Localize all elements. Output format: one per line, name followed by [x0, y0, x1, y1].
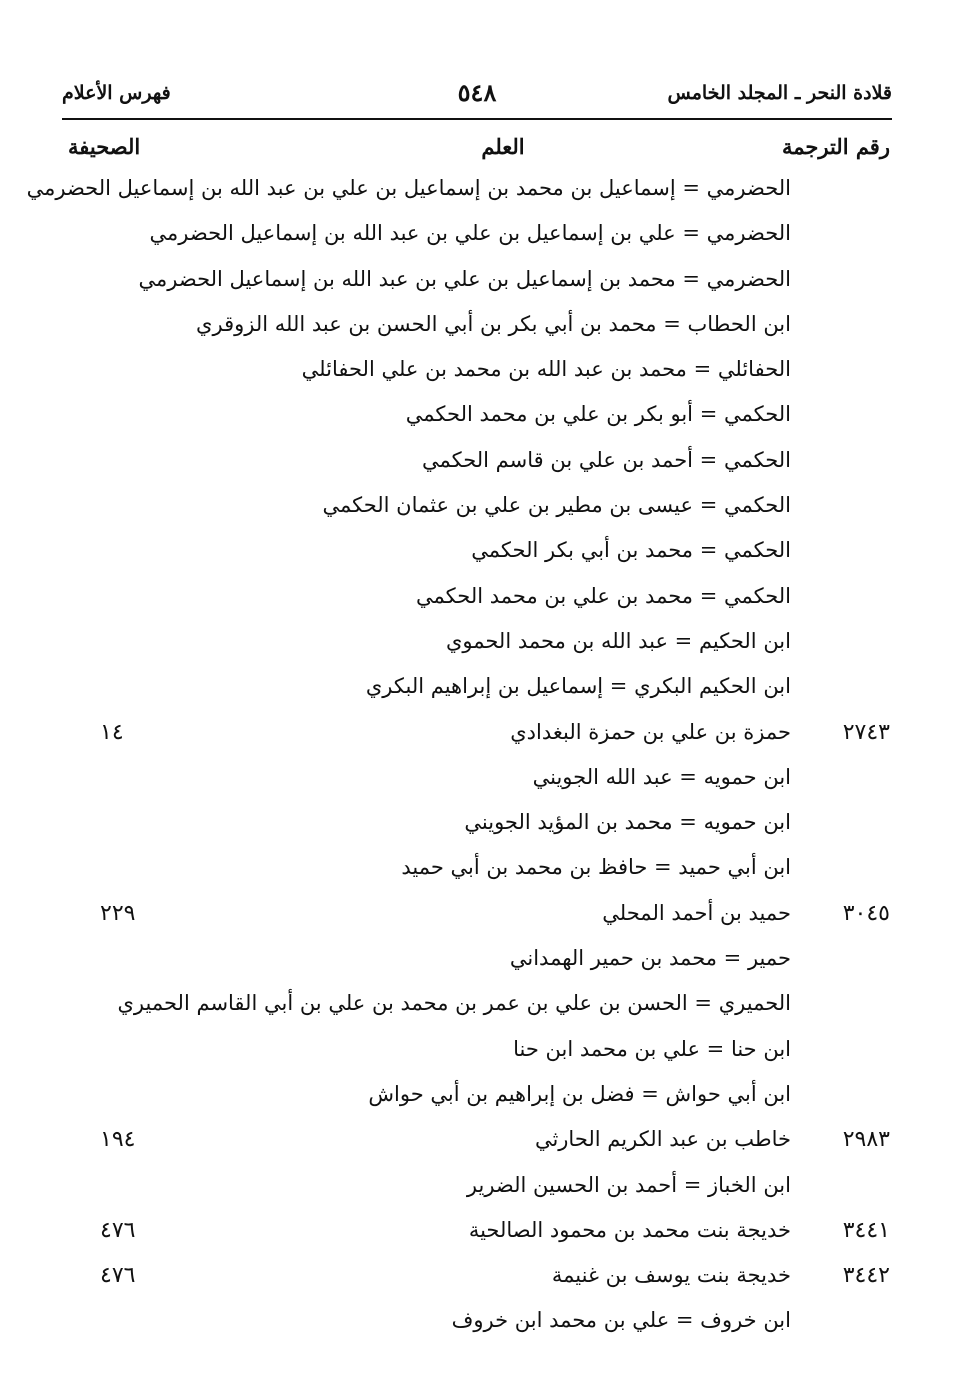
entry-number: ٣٤٤١	[842, 1217, 890, 1243]
index-entry	[0, 1033, 956, 1078]
entry-name: الحميري = الحسن بن علي بن عمر بن محمد بن علي بن أبي القاسم الحميري	[117, 991, 791, 1016]
entry-name: الحكمي = محمد بن علي بن محمد الحكمي	[416, 583, 791, 608]
index-entry	[0, 489, 956, 534]
index-entry	[0, 1214, 956, 1259]
index-entry	[0, 444, 956, 489]
section-title: فهرس الأعلام	[62, 82, 171, 104]
entry-name: الحضرمي = محمد بن إسماعيل بن علي بن عبد الله بن إسماعيل الحضرمي	[138, 266, 791, 291]
entry-name: الحكمي = عيسى بن مطير بن علي بن عثمان الحكمي	[322, 493, 791, 518]
book-title: قلادة النحر ـ المجلد الخامس	[667, 82, 892, 104]
index-entry	[0, 308, 956, 353]
entry-page: ٢٢٩	[100, 900, 136, 926]
index-entry	[0, 353, 956, 398]
entry-name: ابن الحكيم البكري = إسماعيل بن إبراهيم البكري	[365, 674, 791, 699]
index-entry	[0, 942, 956, 987]
index-entry	[0, 670, 956, 715]
header-rule	[62, 118, 892, 120]
entry-name: الحفائلي = محمد بن عبد الله بن محمد بن علي الحفائلي	[301, 357, 791, 382]
index-entry	[0, 172, 956, 217]
index-entry	[0, 398, 956, 443]
entry-name: خديجة بنت يوسف بن غنيمة	[551, 1263, 791, 1288]
entry-name: خاطب بن عبد الكريم الحارثي	[534, 1127, 791, 1152]
entry-name: الحكمي = أبو بكر بن علي بن محمد الحكمي	[405, 402, 791, 427]
index-entry	[0, 806, 956, 851]
index-entry	[0, 851, 956, 896]
entry-name: حميد بن أحمد المحلي	[602, 900, 791, 925]
entry-name: ابن الحطاب = محمد بن أبي بكر بن أبي الحسن بن عبد الله الزوقري	[196, 311, 791, 336]
index-entry	[0, 1169, 956, 1214]
index-entry	[0, 897, 956, 942]
column-header-number: رقم الترجمة	[781, 134, 890, 159]
entry-name: ابن الحكيم = عبد الله بن محمد الحموي	[445, 628, 791, 653]
entry-page: ٤٧٦	[100, 1217, 136, 1243]
running-head	[62, 78, 892, 112]
index-entries	[0, 172, 956, 1350]
index-entry	[0, 1123, 956, 1168]
entry-page: ١٩٤	[100, 1127, 136, 1153]
entry-number: ٢٩٨٣	[842, 1127, 890, 1153]
entry-name: ابن الخباز = أحمد بن الحسين الضرير	[466, 1172, 791, 1197]
entry-name: ابن حمويه = عبد الله الجويني	[532, 764, 791, 789]
index-entry	[0, 1259, 956, 1304]
entry-name: الحكمي = محمد بن أبي بكر الحكمي	[471, 538, 791, 563]
index-entry	[0, 534, 956, 579]
entry-number: ٣٠٤٥	[842, 900, 890, 926]
page-number: ٥٤٨	[457, 78, 497, 107]
entry-name: الحضرمي = إسماعيل بن محمد بن إسماعيل بن علي بن عبد الله بن إسماعيل الحضرمي	[26, 176, 791, 200]
index-entry	[0, 987, 956, 1032]
entry-name: حمير = محمد بن حمير الهمداني	[509, 946, 791, 971]
entry-page: ١٤	[100, 719, 124, 745]
index-entry	[0, 761, 956, 806]
index-entry	[0, 716, 956, 761]
index-entry	[0, 1304, 956, 1349]
entry-name: الحضرمي = علي بن إسماعيل بن علي بن عبد الله بن إسماعيل الحضرمي	[149, 221, 791, 246]
column-header-page: الصحيفة	[68, 134, 141, 159]
entry-name: خديجة بنت محمد بن محمود الصالحية	[468, 1217, 791, 1242]
column-header-name: العلم	[481, 134, 525, 159]
entry-name: الحكمي = أحمد بن علي بن قاسم الحكمي	[421, 447, 791, 472]
entry-name: ابن حنا = علي بن محمد ابن حنا	[513, 1036, 791, 1061]
entry-number: ٣٤٤٢	[842, 1263, 890, 1289]
entry-number: ٢٧٤٣	[842, 719, 890, 745]
entry-name: ابن أبي حميد = حافظ بن محمد بن أبي حميد	[401, 855, 791, 880]
entry-name: ابن حمويه = محمد بن المؤيد الجويني	[464, 810, 791, 835]
entry-name: ابن أبي حواش = فضل بن إبراهيم بن أبي حواش	[368, 1081, 791, 1106]
index-entry	[0, 625, 956, 670]
entry-name: ابن خروف = علي بن محمد ابن خروف	[451, 1308, 791, 1333]
index-entry	[0, 580, 956, 625]
index-entry	[0, 263, 956, 308]
entry-page: ٤٧٦	[100, 1263, 136, 1289]
entry-name: حمزة بن علي بن حمزة البغدادي	[510, 719, 791, 744]
index-entry	[0, 217, 956, 262]
index-entry	[0, 1078, 956, 1123]
